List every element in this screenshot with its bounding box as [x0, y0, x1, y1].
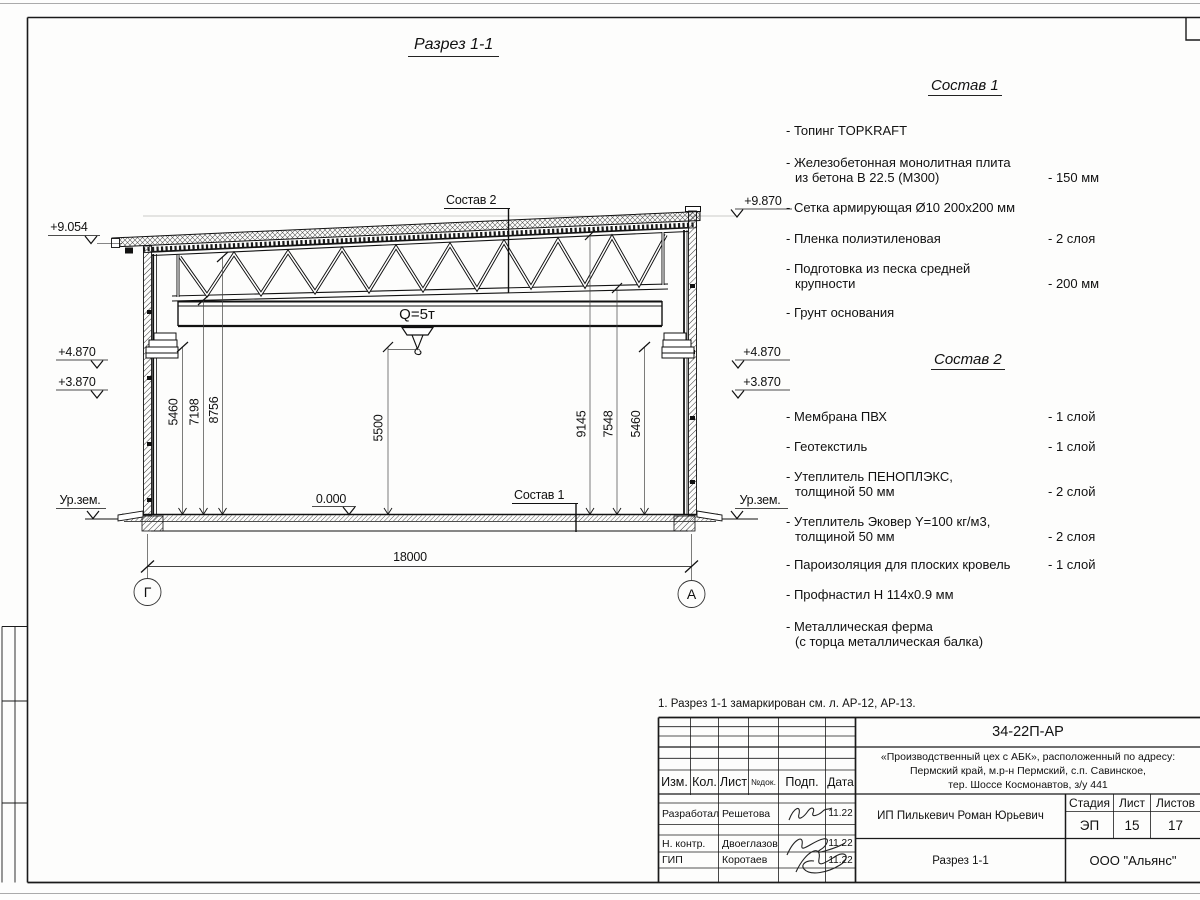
sheet-note: 1. Разрез 1-1 замаркирован см. л. АР-12, АР-13. — [658, 698, 916, 710]
sheets-total: 17 — [1167, 817, 1184, 833]
roof-left-cap — [112, 239, 120, 248]
col-podp: Подп. — [785, 775, 819, 789]
wall-right — [689, 211, 697, 515]
spec1-item-2-line1: - Сетка армирующая Ø10 200x200 мм — [786, 200, 1016, 215]
sheet-header: Лист — [1118, 795, 1146, 810]
row2-date: 11.22 — [828, 838, 853, 849]
elev-right-crane-mark — [732, 360, 790, 368]
spec2-item-6-line2: (с торца металлическая балка) — [795, 634, 984, 649]
elev-right-crane: +4.870 — [743, 345, 781, 359]
stage-header: Стадия — [1069, 795, 1110, 810]
spec1-item-3-line1: - Пленка полиэтиленовая — [786, 231, 941, 246]
row3-name: Коротаев — [722, 854, 768, 866]
dim-left-1: 5460 — [166, 398, 181, 426]
wall-left — [144, 246, 152, 515]
spec1-item-4-line2: крупности — [795, 276, 856, 291]
elev-left-crane: +4.870 — [58, 345, 96, 359]
span-dimension — [134, 534, 705, 608]
dim-left-3: 8756 — [207, 396, 221, 424]
elev-right-top-mark — [731, 209, 792, 217]
project-line1: «Производственный цех с АБК», расположенный по адресу: — [880, 750, 1176, 763]
dim-right-2: 7548 — [601, 410, 616, 438]
stage-value: ЭП — [1079, 817, 1100, 833]
building-section — [85, 207, 758, 532]
elev-left-rail-mark — [56, 390, 108, 398]
floor-level-mark — [312, 507, 356, 515]
page-title: Разрез 1-1 — [408, 36, 499, 57]
spec2-item-2-value: - 2 слой — [1048, 484, 1096, 499]
row2-name: Двоеглазов — [722, 837, 778, 850]
sheet-title: Разрез 1-1 — [932, 854, 989, 867]
spec1-item-4-line1: - Подготовка из песка средней — [786, 261, 971, 276]
spec2-item-1-value: - 1 слой — [1048, 439, 1096, 454]
spec1-item-1-value: - 150 мм — [1048, 170, 1100, 185]
project-line3: тер. Шоссе Космонавтов, з/у 441 — [948, 778, 1108, 791]
sheet-number: 15 — [1124, 817, 1140, 833]
ground-right-mark — [731, 509, 788, 519]
spec1-item-1-line1: - Железобетонная монолитная плита — [786, 155, 1011, 170]
row1-date: 11.22 — [828, 808, 853, 819]
elev-left-rail: +3.870 — [58, 375, 96, 389]
col-ndok: №док. — [751, 777, 776, 787]
row2-role: Н. контр. — [662, 837, 706, 850]
spec2-heading: Состав 2 — [931, 351, 1005, 370]
elev-left-top: +9.054 — [50, 220, 88, 234]
floor-level-label: 0.000 — [315, 492, 347, 506]
sostav1-leader-label: Состав 1 — [514, 488, 565, 502]
elev-right-rail-mark — [732, 390, 790, 398]
side-stamp — [2, 627, 28, 883]
crane-capacity-label: Q=5т — [399, 306, 435, 323]
canopy-support — [125, 248, 133, 254]
row3-role: ГИП — [662, 854, 683, 866]
ground-left-label: Ур.зем. — [59, 493, 101, 507]
spec1-item-4-value: - 200 мм — [1048, 276, 1100, 291]
spec1-item-3-value: - 2 слоя — [1048, 231, 1096, 246]
project-description — [856, 748, 1200, 793]
dim-right-1: 9145 — [574, 410, 589, 438]
elev-left-crane-mark — [56, 360, 108, 368]
spec2-item-0-value: - 1 слой — [1048, 409, 1096, 424]
spec2-item-5-line1: - Профнастил Н 114x0.9 мм — [786, 587, 954, 602]
col-list: Лист — [719, 775, 748, 789]
spec1-item-0-line1: - Топинг TOPKRAFT — [786, 123, 908, 138]
axis-right-label: А — [686, 586, 697, 602]
ground-right-label: Ур.зем. — [739, 493, 781, 507]
doc-number: 34-22П-АР — [992, 724, 1064, 740]
corner-box — [1186, 18, 1200, 40]
col-kol: Кол. — [692, 775, 717, 789]
spec2-item-6-line1: - Металлическая ферма — [786, 619, 933, 634]
axis-left-label: Г — [143, 584, 152, 600]
spec2-item-3-line2: толщиной 50 мм — [795, 529, 895, 544]
client-name: ИП Пилькевич Роман Юрьевич — [877, 810, 1044, 822]
project-line2: Пермский край, м.р-н Пермский, с.п. Савинское, — [910, 764, 1146, 777]
sostav2-leader-label: Состав 2 — [446, 193, 497, 207]
col-data: Дата — [827, 775, 854, 789]
spec2-item-3-line1: - Утеплитель Эковер Y=100 кг/м3, — [786, 514, 991, 529]
sheets-header: Листов — [1156, 795, 1195, 810]
spec2-item-3-value: - 2 слоя — [1048, 529, 1096, 544]
col-izm: Изм. — [661, 775, 688, 789]
sostav-leaders — [444, 209, 578, 533]
span-label: 18000 — [393, 550, 427, 564]
crane-hook — [402, 328, 433, 355]
spec2-item-1-line1: - Геотекстиль — [786, 439, 868, 454]
dim-center: 5500 — [371, 414, 386, 442]
row1-name: Решетова — [722, 807, 771, 820]
floor-slab — [122, 515, 718, 532]
spec1-heading: Состав 1 — [928, 77, 1002, 96]
elev-right-rail: +3.870 — [743, 375, 781, 389]
company-name: ООО "Альянс" — [1089, 853, 1177, 868]
spec1-item-1-line2: из бетона В 22.5 (М300) — [795, 170, 940, 185]
dim-right-3: 5460 — [629, 410, 643, 438]
spec2-item-4-value: - 1 слой — [1048, 557, 1096, 572]
spec2-item-2-line2: толщиной 50 мм — [795, 484, 895, 499]
ground-left-mark — [56, 509, 106, 519]
dim-left-2: 7198 — [187, 398, 202, 426]
elev-right-top: +9.870 — [744, 194, 782, 208]
spec1-item-5-line1: - Грунт основания — [786, 305, 895, 320]
row3-date: 11.22 — [828, 854, 853, 866]
spec2-item-0-line1: - Мембрана ПВХ — [786, 409, 887, 424]
spec2-item-4-line1: - Пароизоляция для плоских кровель — [786, 557, 1011, 572]
row1-role: Разработал — [662, 807, 720, 820]
elev-left-top-mark — [48, 236, 122, 244]
spec2-item-2-line1: - Утеплитель ПЕНОПЛЭКС, — [786, 469, 953, 484]
drawing-texts — [50, 193, 782, 602]
